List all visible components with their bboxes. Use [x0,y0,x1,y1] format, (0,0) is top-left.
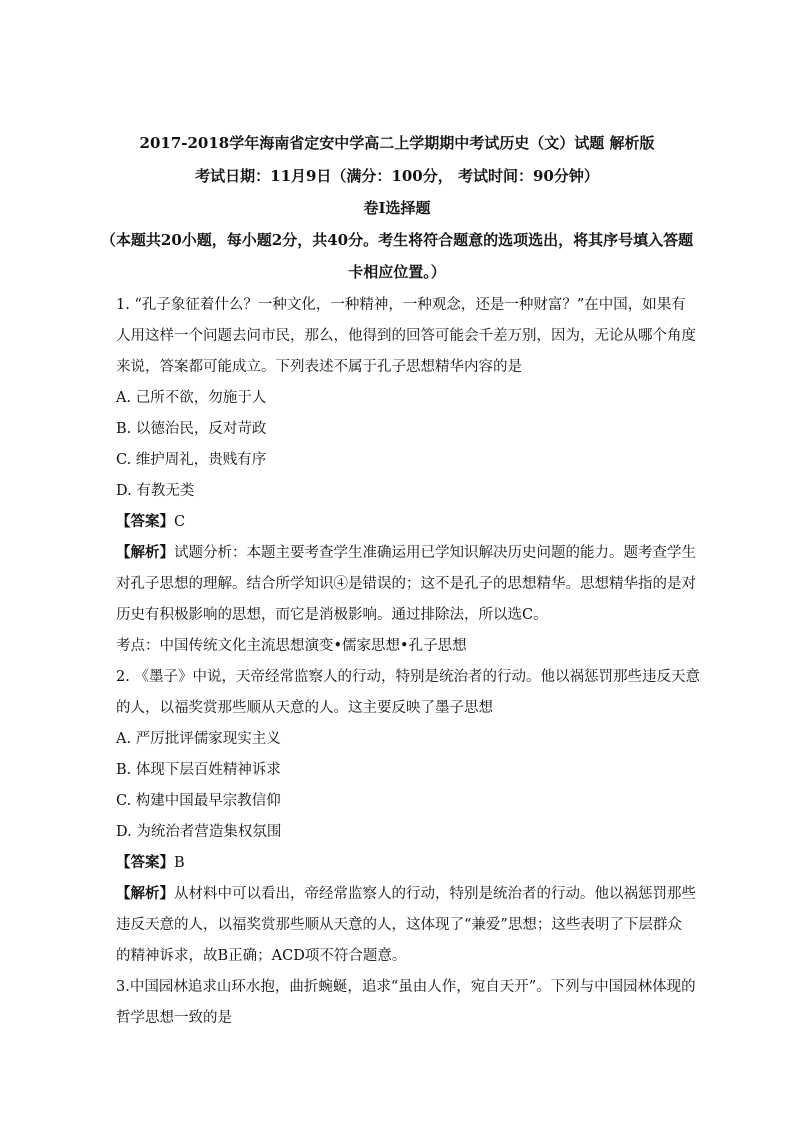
q2-analysis-line-3: 的精神诉求，故B正确；ACD项不符合题意。 [116,948,407,964]
instruction-line-2: 卡相应位置。） [348,263,446,281]
q1-answer [116,510,185,531]
q2-answer [116,851,185,872]
q2-stem-line-2: 的人，以福奖赏那些顺从天意的人。这主要反映了墨子思想 [116,700,493,716]
q1-answer-value: C [174,514,186,530]
q3-stem-line-1: 3.中国园林追求山环水抱，曲折蜿蜒，追求“虽由人作，宛自天开”。下列与中国园林体现的 [116,979,696,995]
q1-stem-line-2: 人用这样一个问题去问市民，那么，他得到的回答可能会千差万别，因为，无论从哪个角度 [116,328,696,344]
q2-analysis-line-1 [116,882,696,903]
q2-stem-line-1: 2. 《墨子》中说，天帝经常监察人的行动，特别是统治者的行动。他以祸惩罚那些违反天意 [116,669,700,685]
q2-analysis-line-2: 违反天意的人，以福奖赏那些顺从天意的人，这体现了“兼爱”思想；这些表明了下层群众 [116,917,682,933]
q1-point: 考点：中国传统文化主流思想演变•儒家思想•孔子思想 [116,638,467,654]
section-title: 卷Ⅰ选择题 [363,199,431,217]
q3-stem-line-2: 哲学思想一致的是 [116,1010,232,1026]
exam-info: 考试日期：11月9日（满分：100分， 考试时间：90分钟） [195,167,599,185]
q2-answer-value: B [174,855,185,871]
q2-analysis-text-1: 从材料中可以看出，帝经常监察人的行动，特别是统治者的行动。他以祸惩罚那些 [174,886,696,902]
q1-analysis-line-3: 历史有积极影响的思想，而它是消极影响。通过排除法，所以选C。 [116,607,548,623]
q2-option-d: D. 为统治者营造集权氛围 [116,824,282,840]
q2-option-c: C. 构建中国最早宗教信仰 [116,793,281,809]
instruction-line-1: （本题共20小题，每小题2分，共40分。考生将符合题意的选项选出，将其序号填入答题 [100,231,694,249]
q1-stem-line-1: 1. “孔子象征着什么？一种文化，一种精神，一种观念，还是一种财富？”在中国，如果有 [116,297,686,313]
q1-option-c: C. 维护周礼，贵贱有序 [116,452,267,468]
q2-answer-tag: 【答案】 [116,854,174,871]
q1-option-a: A. 己所不欲，勿施于人 [116,390,267,406]
q1-analysis-line-1 [116,541,696,562]
q1-answer-tag: 【答案】 [116,513,174,530]
q1-option-d: D. 有教无类 [116,483,195,499]
q2-analysis-tag: 【解析】 [116,885,174,902]
q1-option-b: B. 以德治民，反对苛政 [116,421,267,437]
q1-analysis-line-2: 对孔子思想的理解。结合所学知识④是错误的；这不是孔子的思想精华。思想精华指的是对 [116,576,696,592]
q2-option-a: A. 严厉批评儒家现实主义 [116,731,281,747]
q2-option-b: B. 体现下层百姓精神诉求 [116,762,281,778]
q1-analysis-tag: 【解析】 [116,544,174,561]
q1-analysis-text-1: 试题分析：本题主要考查学生准确运用已学知识解决历史问题的能力。题考查学生 [174,545,696,561]
q1-stem-line-3: 来说，答案都可能成立。下列表述不属于孔子思想精华内容的是 [116,359,522,375]
document-title: 2017-2018学年海南省定安中学高二上学期期中考试历史（文）试题 解析版 [139,134,655,152]
